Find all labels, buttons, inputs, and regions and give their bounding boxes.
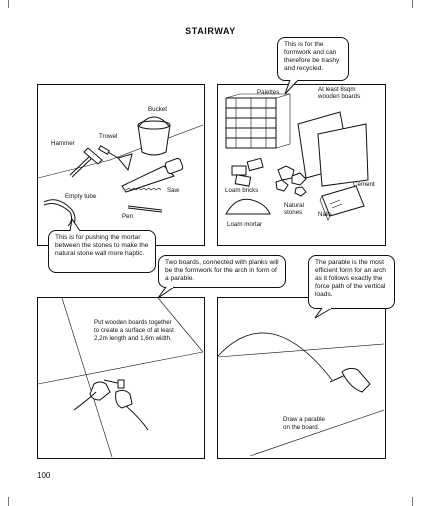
- label-loam-mortar: Loam mortar: [227, 221, 263, 228]
- bubble-tube-purpose: This is for pushing the mortar between the stones to make the natural stone wall more haptic.: [48, 230, 156, 273]
- page-title: STAIRWAY: [185, 26, 236, 36]
- label-pen: Pen: [122, 213, 134, 220]
- label-palettes: Palettes: [257, 89, 280, 96]
- label-wooden-boards: At least 8sqm wooden boards: [318, 86, 361, 100]
- label-nails: Nails: [318, 211, 332, 218]
- page-number: 100: [37, 471, 51, 480]
- caption-boards: Put wooden boards together to create a surface of at least 2,2m length and 1,6m width.: [94, 319, 174, 342]
- label-saw: Saw: [167, 187, 180, 194]
- label-trowel: Trowel: [99, 133, 118, 140]
- bubble-formwork: This is for the formwork and can therefore be trashy and recycled.: [277, 37, 349, 81]
- bubble-boards: Two boards, connected with planks will be the formwork for the arch in form of a parable.: [158, 255, 286, 288]
- label-empty-tube: Empty tube: [65, 193, 97, 200]
- bubble-parable: The parable is the most efficient form for an arch as it follows exactly the force path of the vertical loads.: [308, 255, 395, 309]
- label-bucket: Bucket: [148, 106, 167, 113]
- caption-parable: Draw a parable on the board.: [283, 416, 325, 431]
- label-natural-stones: Natural stones: [284, 202, 304, 216]
- label-cement: Cement: [353, 181, 375, 188]
- label-hammer: Hammer: [51, 140, 75, 147]
- label-loam-bricks: Loam bricks: [225, 187, 259, 194]
